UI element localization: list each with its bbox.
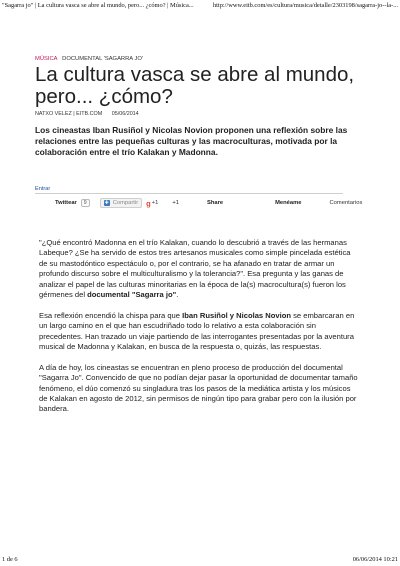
print-footer bbox=[2, 556, 398, 563]
google-plus-button[interactable] bbox=[146, 199, 158, 208]
article-lead: Los cineastas Iban Rusiñol y Nicolas Novion proponen una reflexión sobre las relaciones entre las pequeñas culturas y las macroculturas, motivada por la colaboración entre el trío Kalakan y Madonna. bbox=[35, 125, 348, 157]
google-plus-count: +1 bbox=[151, 200, 159, 206]
print-datetime: 06/06/2014 10:21 bbox=[352, 556, 398, 563]
article-content bbox=[35, 56, 365, 425]
author: NATXO VELEZ | EITB.COM bbox=[35, 111, 103, 117]
share-icon: ✚ bbox=[104, 200, 109, 206]
facebook-share-button[interactable]: Share bbox=[206, 200, 224, 206]
publish-date: 05/06/2014 bbox=[111, 111, 139, 117]
page-number: 1 de 6 bbox=[2, 556, 18, 563]
divider bbox=[35, 193, 343, 194]
paragraph-3: A día de hoy, los cineastas se encuentran en pleno proceso de producción del documental "Sagarra Jo". Convencido de que no podían dejar pasar la oportunidad de documentar tamaño fenómeno, el dúo comenzó su singladura tras los pasos de la mediática artista y los músicos de Kalakan en agosto de 2012, sin permisos de ningún tipo para grabar pero con la ilusión por bandera. bbox=[39, 362, 358, 414]
breadcrumb-section[interactable]: DOCUMENTAL 'SAGARRA JO' bbox=[62, 56, 143, 62]
share-bar bbox=[35, 196, 363, 210]
twitter-share[interactable] bbox=[35, 199, 90, 207]
breadcrumb-category[interactable]: MÚSICA bbox=[35, 56, 58, 62]
page-title: La cultura vasca se abre al mundo, pero... ¿cómo? bbox=[35, 63, 355, 108]
google-plus-icon: g bbox=[146, 198, 151, 208]
article-body bbox=[39, 238, 361, 415]
byline bbox=[35, 111, 365, 117]
print-header bbox=[2, 2, 398, 9]
compartir-label: Compartir bbox=[112, 200, 139, 206]
twitter-button[interactable]: Twittear bbox=[55, 200, 77, 206]
breadcrumb bbox=[35, 56, 365, 62]
print-header-title: "Sagarra jo" | La cultura vasca se abre al mundo, pero... ¿cómo? | Música... bbox=[2, 2, 194, 9]
twitter-count: 9 bbox=[81, 199, 90, 207]
cineastas-highlight: Iban Rusiñol y Nicolas Novion bbox=[182, 310, 291, 320]
meneame-button[interactable]: Menéame bbox=[275, 200, 302, 206]
paragraph-2: Esa reflexión encendió la chispa para que Iban Rusiñol y Nicolas Novion se embarcaran en un largo camino en el que han escudriñado todo lo relativo a esta colaboración sin precedentes. Han trazado un viaje partiendo de las interrogantes presentadas por la aventura musical de Madonna y Kalakan, en busca de la respuesta o, quizás, las respuestas. bbox=[39, 310, 355, 352]
enter-link[interactable]: Entrar bbox=[35, 186, 51, 192]
comments-link[interactable]: Comentarios bbox=[329, 200, 363, 206]
paragraph-1: "¿Qué encontró Madonna en el trío Kalakan, cuando lo descubrió a través de las hermanas Labeque? ¿Se ha servido de estos tres artesanos musicales como simple pincelada estética de su mastodóntico espectáculo o, por el contrario, se ha afanado en tratar de armar un profundo discurso sobre el multiculturalismo y la tolerancia?". Esa pregunta y las ganas de analizar el papel de las culturas minoritarias en la época de la(s) macrocultura(s) fueron los gérmenes del documental "Sagarra jo". bbox=[39, 238, 351, 300]
compartir-button[interactable] bbox=[100, 198, 142, 208]
print-header-url: http://www.eitb.com/es/cultura/musica/detalle/2303198/sagarra-jo--la-... bbox=[212, 2, 398, 9]
plus-one-count: +1 bbox=[172, 200, 179, 206]
documental-highlight: documental "Sagarra jo" bbox=[87, 290, 177, 300]
